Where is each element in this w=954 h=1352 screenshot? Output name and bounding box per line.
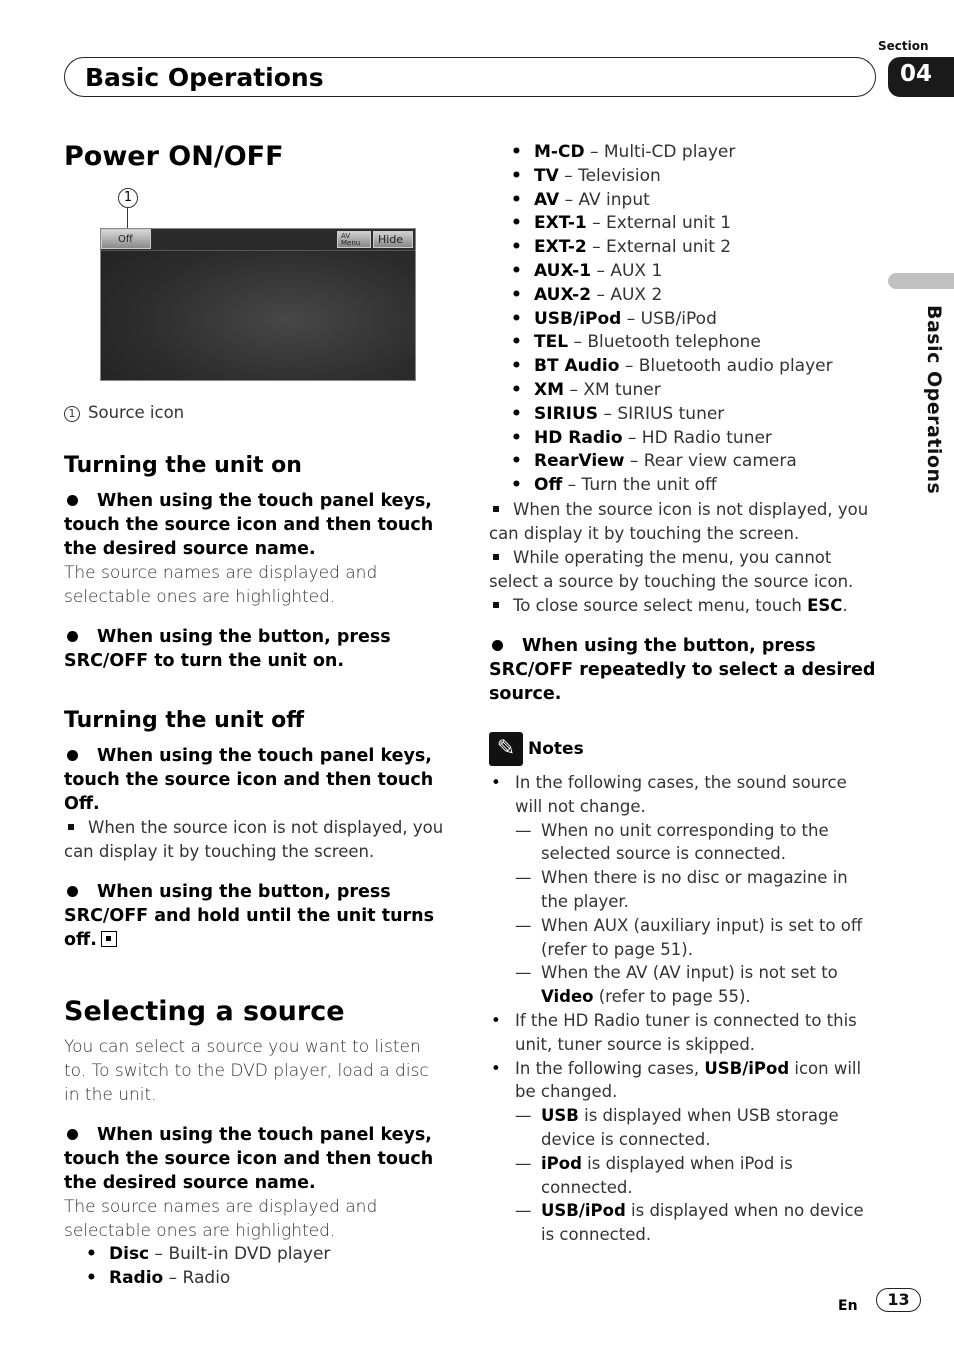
source-item	[489, 450, 879, 474]
select-note-1: When the source icon is not displayed, you can display it by touching the screen.	[489, 499, 869, 543]
note-subitem: — iPod is displayed when iPod is connected.	[515, 1152, 879, 1200]
note-subitem: — When there is no disc or magazine in the player.	[515, 866, 879, 914]
selecting-source-heading: Selecting a source	[64, 996, 345, 1027]
source-name: HD Radio	[534, 427, 623, 448]
right-column	[489, 141, 879, 1247]
source-desc: – Bluetooth telephone	[573, 332, 761, 353]
source-name: AUX-1	[534, 260, 592, 281]
bullet-dot	[67, 1129, 78, 1140]
section-number: 04	[888, 57, 954, 97]
source-item	[489, 427, 879, 451]
source-desc: – USB/iPod	[626, 308, 717, 329]
screen-illustration	[64, 188, 404, 388]
select-intro: You can select a source you want to listen to. To switch to the DVD player, load a disc in the unit.	[64, 1037, 429, 1105]
source-desc: – SIRIUS tuner	[603, 403, 725, 424]
section-label: Section	[878, 39, 929, 53]
source-item	[489, 141, 879, 165]
turn-on-instruction-touch: When using the touch panel keys, touch the source icon and then touch the desired source name.	[64, 491, 434, 559]
figure-caption	[64, 402, 444, 424]
bullet-dot	[67, 631, 78, 642]
note-item: • In the following cases, USB/iPod icon will be changed. — USB is displayed when USB storage device is connected. — iPod is displayed when iPod is connected. — USB/iPod is displayed when no device is connected.	[489, 1057, 879, 1247]
note-sublist	[515, 1104, 879, 1247]
source-item	[64, 1267, 444, 1291]
source-desc: – AUX 1	[596, 260, 663, 281]
source-item	[489, 165, 879, 189]
source-desc: – Bluetooth audio player	[624, 356, 833, 377]
select-note-2: While operating the menu, you cannot select a source by touching the source icon.	[489, 547, 854, 591]
turn-off-note: When the source icon is not displayed, you can display it by touching the screen.	[64, 818, 444, 861]
hide-button[interactable]: Hide	[373, 231, 413, 248]
bullet-dot	[492, 640, 503, 651]
source-item	[489, 308, 879, 332]
source-name: RearView	[534, 451, 625, 472]
source-list-left	[64, 1243, 444, 1291]
select-note-3: To close source select menu, touch ESC.	[489, 594, 879, 618]
display-screen	[100, 228, 416, 381]
left-column	[64, 140, 444, 1291]
source-item	[489, 236, 879, 260]
source-desc: – Multi-CD player	[589, 142, 736, 162]
chapter-header	[64, 57, 876, 97]
chapter-title: Basic Operations	[85, 63, 324, 92]
page-number: 13	[876, 1288, 921, 1312]
side-tab-marker	[888, 273, 954, 289]
source-item	[489, 260, 879, 284]
power-heading: Power ON/OFF	[64, 141, 284, 172]
source-desc: – Rear view camera	[629, 451, 797, 472]
source-name: AUX-2	[534, 284, 592, 305]
source-name: EXT-2	[534, 237, 587, 258]
source-name: TEL	[534, 332, 569, 353]
source-desc: – Television	[564, 165, 661, 186]
source-item	[489, 355, 879, 379]
esc-label: ESC	[807, 595, 843, 615]
source-name: BT Audio	[534, 356, 620, 377]
source-name: Radio	[109, 1267, 164, 1288]
note-sublist	[515, 819, 879, 1009]
note-square	[493, 602, 499, 608]
turn-on-body: The source names are displayed and selectable ones are highlighted.	[64, 563, 378, 607]
source-desc: – HD Radio tuner	[627, 427, 772, 448]
turning-on-heading: Turning the unit on	[64, 453, 302, 478]
note-square	[493, 506, 499, 512]
side-tab-label: Basic Operations	[923, 305, 945, 495]
source-item	[489, 474, 879, 498]
end-mark-icon	[101, 931, 117, 947]
source-name: SIRIUS	[534, 403, 599, 424]
source-desc: – Turn the unit off	[567, 475, 717, 496]
notes-pencil-icon: ✎	[489, 732, 523, 766]
source-icon-off-button[interactable]: Off	[101, 229, 151, 249]
select-instruction-button: When using the button, press SRC/OFF repeatedly to select a desired source.	[489, 635, 876, 704]
source-desc: – AUX 2	[596, 284, 663, 305]
note-subitem: — When no unit corresponding to the selected source is connected.	[515, 819, 879, 867]
caption-text: Source icon	[88, 403, 185, 422]
source-name: Disc	[109, 1244, 150, 1264]
note-square	[493, 554, 499, 560]
notes-list	[489, 771, 879, 1247]
callout-number: 1	[118, 188, 138, 208]
notes-header	[489, 732, 879, 766]
note-subitem: — When AUX (auxiliary input) is set to off (refer to page 51).	[515, 914, 879, 962]
note-subitem: — When the AV (AV input) is not set to Video (refer to page 55).	[515, 961, 879, 1009]
source-item	[489, 379, 879, 403]
source-item	[489, 189, 879, 213]
source-item	[489, 284, 879, 308]
callout-line	[127, 208, 128, 230]
turning-off-heading: Turning the unit off	[64, 708, 305, 733]
notes-title: Notes	[528, 738, 584, 759]
select-instruction-touch: When using the touch panel keys, touch the source icon and then touch the desired source name.	[64, 1125, 434, 1193]
note-item: • If the HD Radio tuner is connected to this unit, tuner source is skipped.	[489, 1009, 879, 1057]
source-name: USB/iPod	[534, 308, 622, 329]
select-body: The source names are displayed and selectable ones are highlighted.	[64, 1197, 378, 1241]
note-item: • In the following cases, the sound source will not change. — When no unit corresponding to the selected source is connected. — When there is no disc or magazine in the player. — When AUX (auxiliary input) is set to off (refer to page 51). — When the AV (AV input) is not set to Video (refer to page 55).	[489, 771, 879, 1009]
source-desc: – External unit 1	[592, 213, 732, 234]
screen-top-bar	[101, 229, 415, 251]
note-subitem: — USB/iPod is displayed when no device is connected.	[515, 1199, 879, 1247]
footer-language: En	[838, 1298, 858, 1314]
turn-off-instruction-touch: When using the touch panel keys, touch the source icon and then touch Off.	[64, 746, 434, 814]
source-desc: – Built-in DVD player	[154, 1244, 331, 1264]
source-list-right	[489, 141, 879, 498]
source-desc: – External unit 2	[592, 237, 732, 258]
source-item	[489, 403, 879, 427]
caption-number: 1	[64, 406, 80, 422]
source-desc: – AV input	[564, 189, 650, 210]
source-name: M-CD	[534, 142, 585, 162]
note-square	[68, 824, 74, 830]
source-name: XM	[534, 379, 565, 400]
source-name: Off	[534, 475, 563, 496]
source-name: AV	[534, 189, 560, 210]
bullet-dot	[67, 495, 78, 506]
note-subitem: — USB is displayed when USB storage device is connected.	[515, 1104, 879, 1152]
source-item	[489, 212, 879, 236]
turn-on-instruction-button: When using the button, press SRC/OFF to turn the unit on.	[64, 627, 391, 671]
turn-off-instruction-button: When using the button, press SRC/OFF and hold until the unit turns off.	[64, 882, 435, 950]
bullet-dot	[67, 750, 78, 761]
bullet-dot	[67, 886, 78, 897]
av-menu-button[interactable]: AV Menu	[337, 231, 371, 248]
source-desc: – XM tuner	[569, 379, 661, 400]
source-name: TV	[534, 165, 559, 186]
source-item	[489, 331, 879, 355]
source-item	[64, 1243, 444, 1267]
source-desc: – Radio	[168, 1267, 231, 1288]
source-name: EXT-1	[534, 213, 587, 234]
